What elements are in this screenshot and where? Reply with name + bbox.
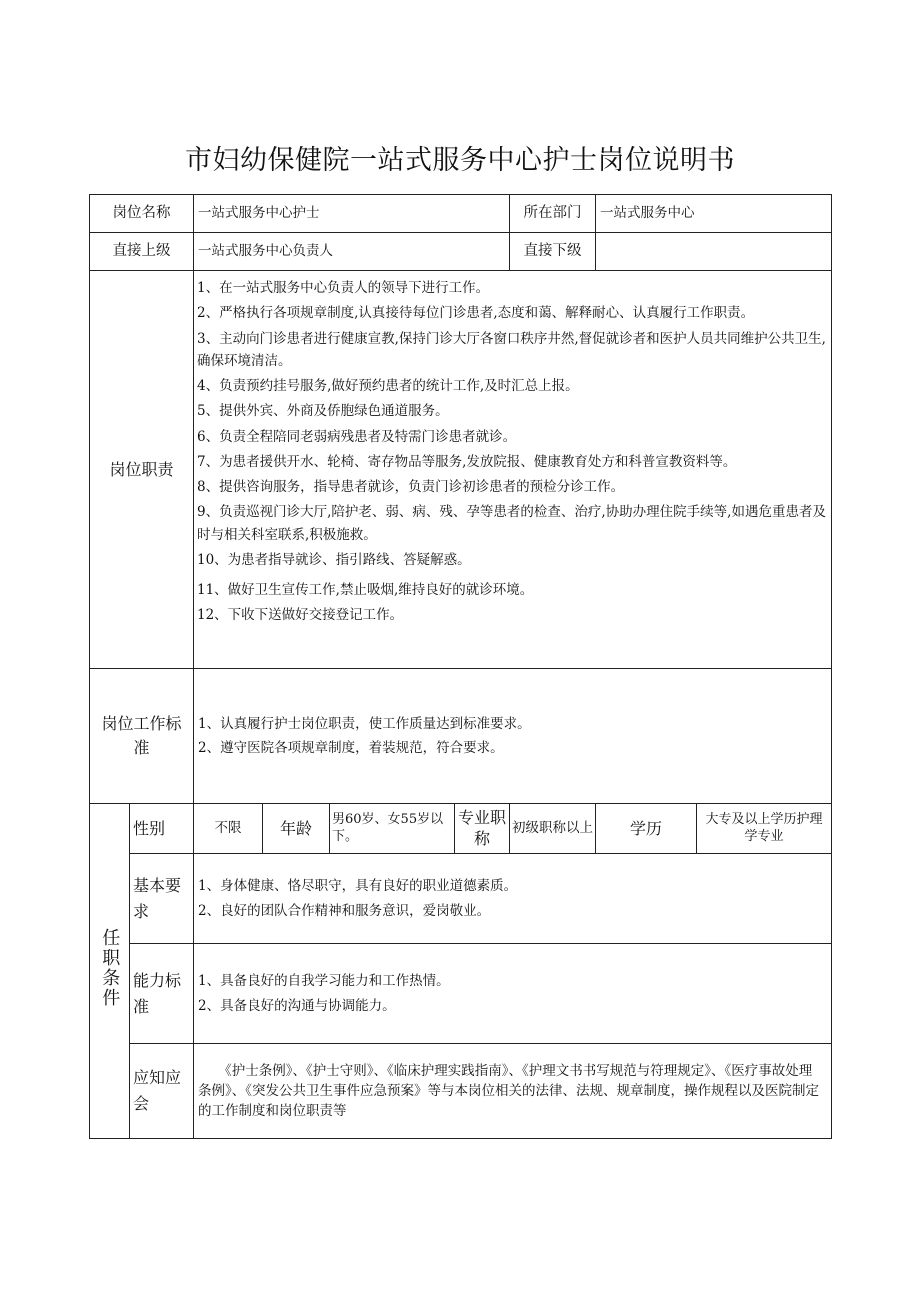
requirement-item: 2、良好的团队合作精神和服务意识，爱岗敬业。 — [198, 902, 491, 919]
duties-label: 岗位职责 — [90, 271, 194, 669]
standard-item: 2、遵守医院各项规章制度，着装规范，符合要求。 — [198, 740, 504, 756]
basic-requirements-label: 基本要求 — [130, 854, 194, 944]
gender-value: 不限 — [194, 804, 263, 854]
duty-item: 7、为患者援供开水、轮椅、寄存物品等服务,发放院报、健康教育处方和科普宣教资料等。 — [197, 453, 737, 470]
duty-item: 6、负责全程陪同老弱病残患者及特需门诊患者就诊。 — [197, 428, 517, 445]
duties-list — [194, 271, 832, 669]
title-value: 初级职称以上 — [510, 804, 596, 854]
duty-item: 10、为患者指导就诊、指引路线、答疑解惑。 — [197, 551, 471, 568]
subordinate-value — [596, 233, 832, 271]
duties-row — [90, 271, 832, 669]
gender-label: 性别 — [130, 804, 194, 854]
department-label: 所在部门 — [510, 195, 596, 233]
position-label: 岗位名称 — [90, 195, 194, 233]
standards-list — [194, 669, 832, 804]
knowledge-text: 《护士条例》、《护士守则》、《临床护理实践指南》、《护理文书书写规范与符理规定》、《医疗事故处理条例》、《突发公共卫生事件应急预案》等与本岗位相关的法律、法规、规章制度，操作规程以及医院制定的工作制度和岗位职责等 — [194, 1044, 832, 1139]
department-value: 一站式服务中心 — [596, 195, 832, 233]
title-label: 专业职称 — [455, 804, 510, 854]
ability-row — [90, 944, 832, 1044]
knowledge-row — [90, 1044, 832, 1139]
duty-item: 9、负责巡视门诊大厅,陪护老、弱、病、残、孕等患者的检查、治疗,协助办理住院手续等,如遇危重患者及时与相关科室联系,积极施救。 — [197, 504, 826, 543]
age-label: 年龄 — [263, 804, 330, 854]
ability-label: 能力标准 — [130, 944, 194, 1044]
duty-item: 1、在一站式服务中心负责人的领导下进行工作。 — [197, 280, 490, 296]
knowledge-label: 应知应会 — [130, 1044, 194, 1139]
basic-requirements-list — [194, 854, 832, 944]
subordinate-label: 直接下级 — [510, 233, 596, 271]
standard-item: 1、认真履行护士岗位职责，使工作质量达到标准要求。 — [198, 715, 531, 732]
duty-item: 5、提供外宾、外商及侨胞绿色通道服务。 — [197, 403, 449, 420]
superior-row — [90, 233, 832, 271]
education-value: 大专及以上学历护理学专业 — [697, 804, 832, 854]
requirement-item: 1、身体健康、恪尽职守，具有良好的职业道德素质。 — [198, 878, 518, 895]
qualifications-label — [90, 804, 130, 1139]
qualifications-label-text: 任职条件 — [99, 928, 121, 1009]
job-description-table — [89, 194, 832, 1139]
position-value: 一站式服务中心护士 — [194, 195, 510, 233]
duty-item: 3、主动向门诊患者进行健康宣教,保持门诊大厅各窗口秩序井然,督促就诊者和医护人员共同维护公共卫生,确保环境清洁。 — [197, 330, 826, 369]
duty-item: 12、下收下送做好交接登记工作。 — [197, 607, 404, 624]
age-value: 男60岁、女55岁以下。 — [330, 804, 455, 854]
superior-label: 直接上级 — [90, 233, 194, 271]
standards-label: 岗位工作标准 — [90, 669, 194, 804]
duty-item: 8、提供咨询服务，指导患者就诊，负责门诊初诊患者的预检分诊工作。 — [197, 479, 625, 496]
basic-requirements-row — [90, 854, 832, 944]
standards-row — [90, 669, 832, 804]
qualification-basic-row — [90, 804, 832, 854]
ability-item: 1、具备良好的自我学习能力和工作热情。 — [198, 973, 450, 990]
ability-item: 2、具备良好的沟通与协调能力。 — [198, 997, 396, 1014]
duty-item: 4、负责预约挂号服务,做好预约患者的统计工作,及时汇总上报。 — [197, 378, 579, 395]
duty-item: 11、做好卫生宣传工作,禁止吸烟,维持良好的就诊环境。 — [197, 582, 534, 599]
position-row — [90, 195, 832, 233]
education-label: 学历 — [596, 804, 697, 854]
page-title: 市妇幼保健院一站式服务中心护士岗位说明书 — [185, 145, 735, 176]
superior-value: 一站式服务中心负责人 — [194, 233, 510, 271]
duty-item: 2、严格执行各项规章制度,认真接待每位门诊患者,态度和蔼、解释耐心、认真履行工作职责。 — [197, 305, 755, 322]
ability-list — [194, 944, 832, 1044]
